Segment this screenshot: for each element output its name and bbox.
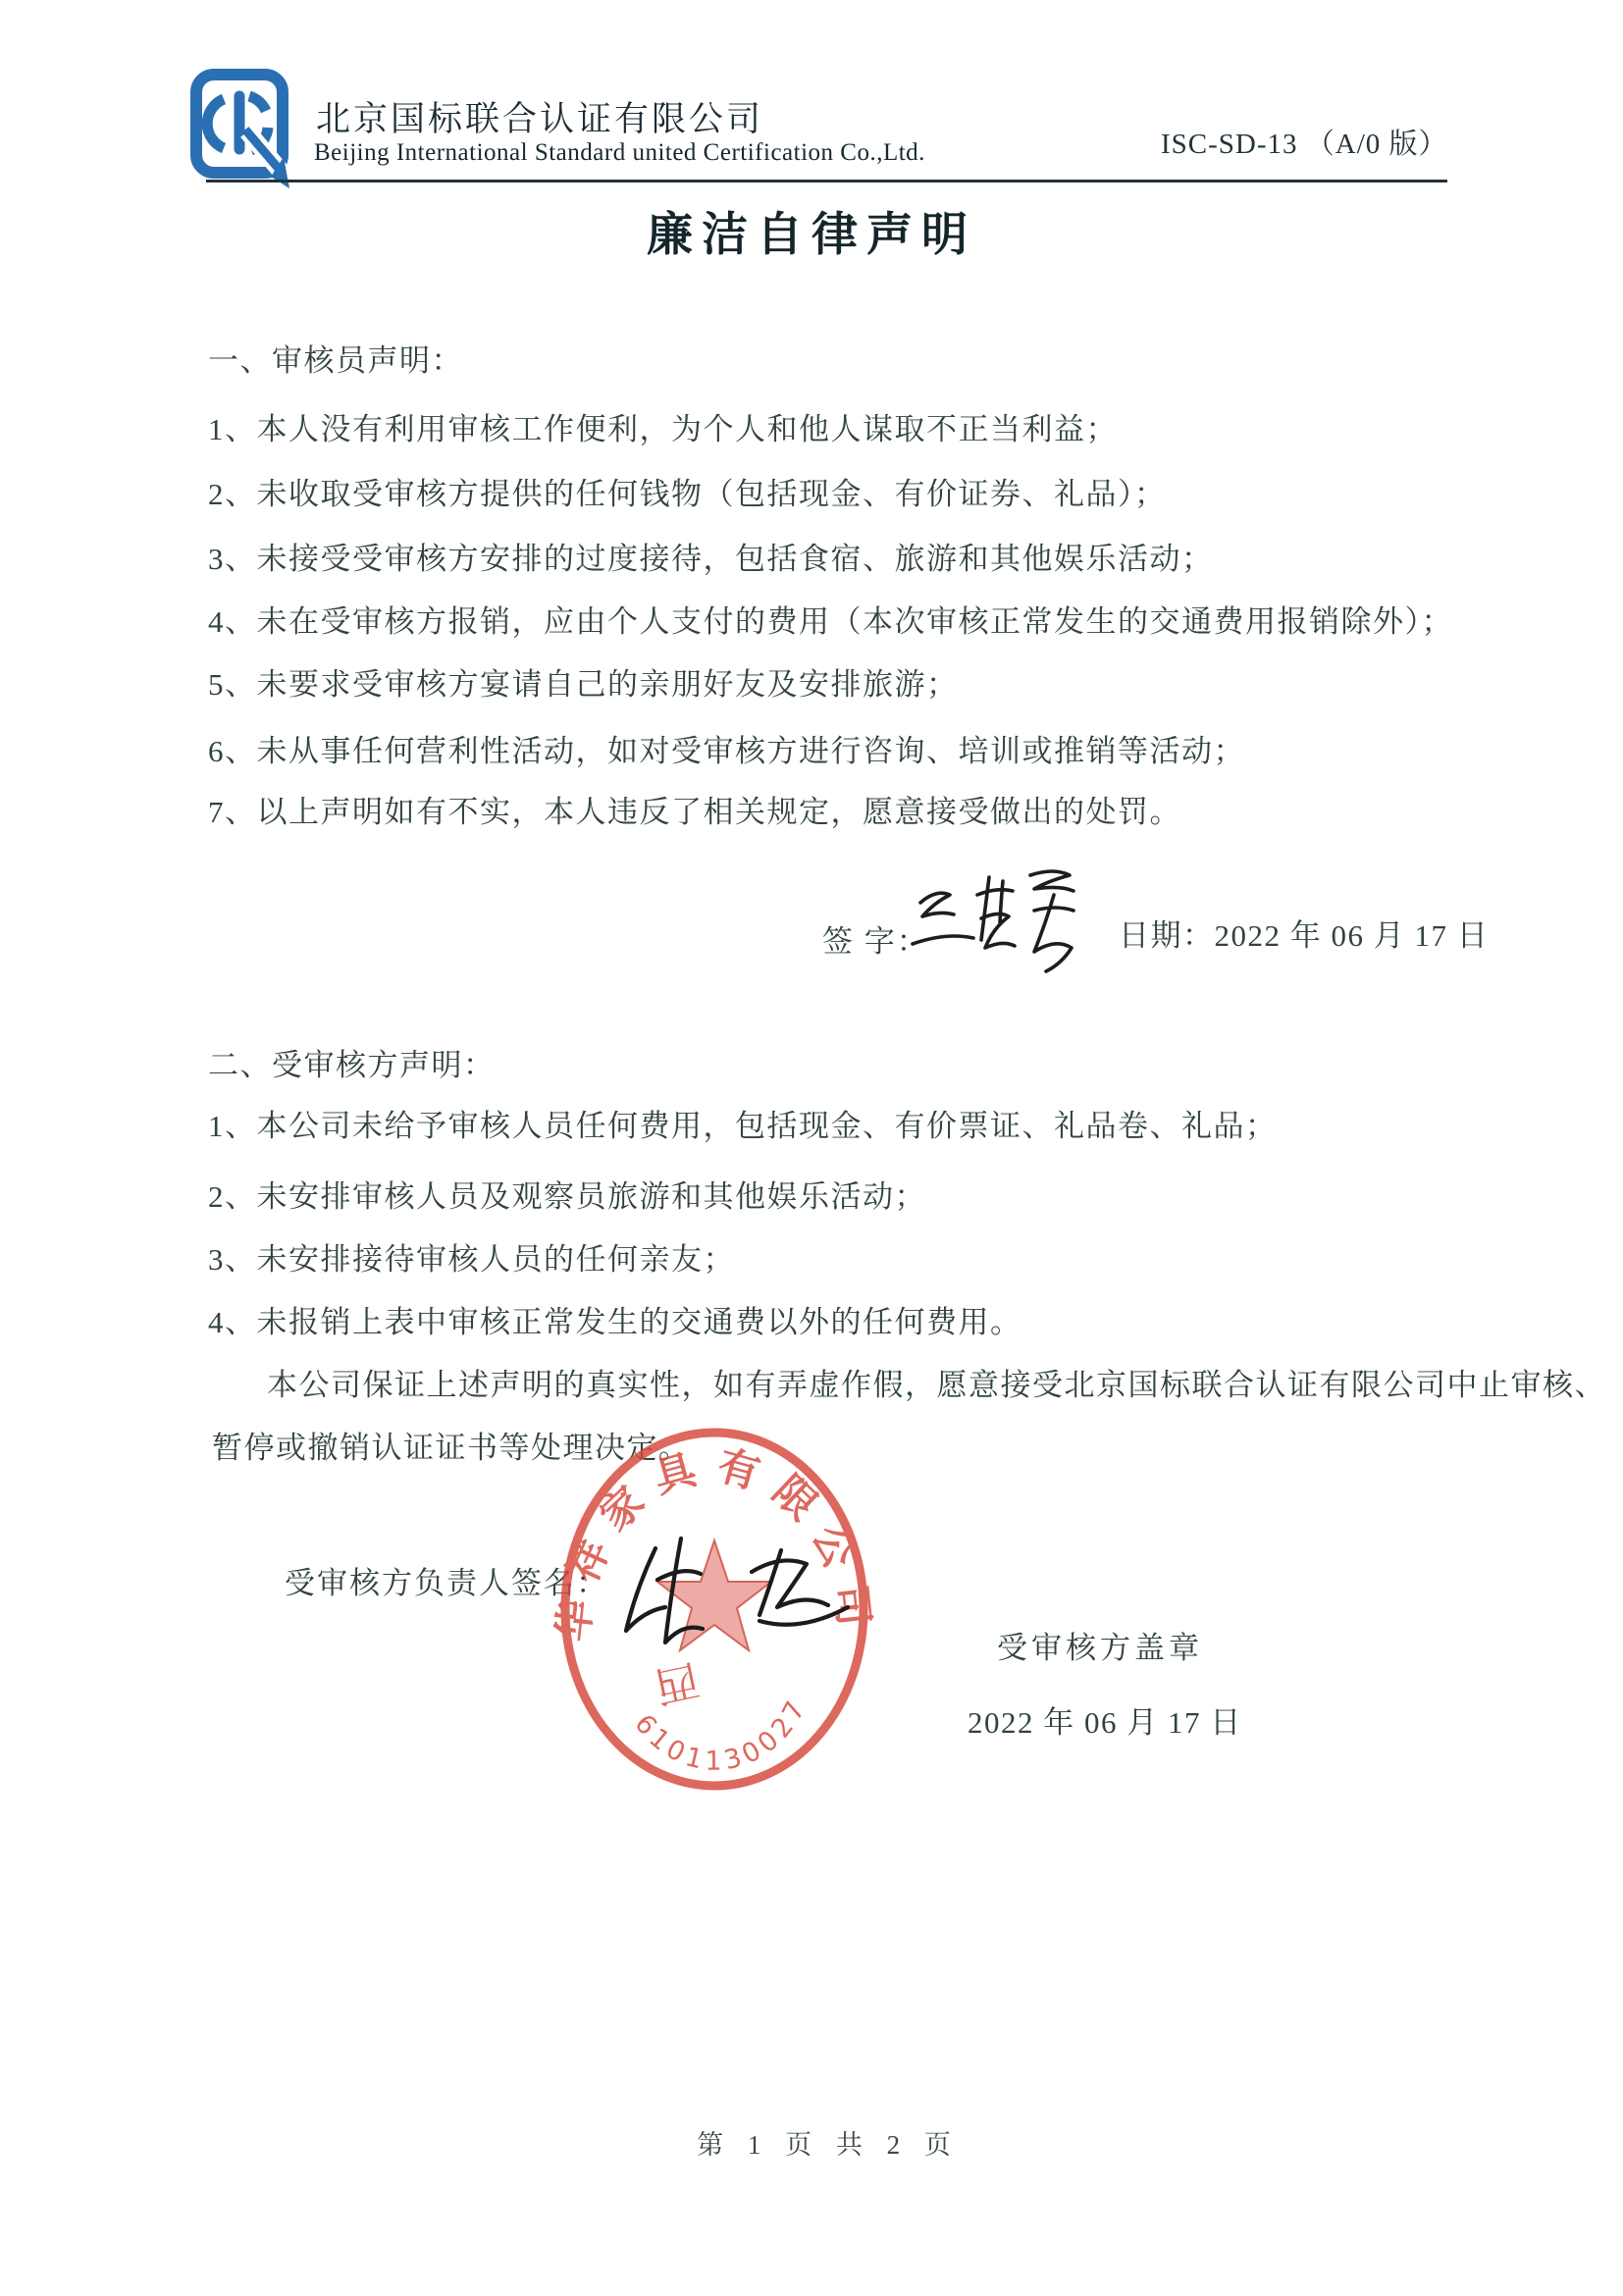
declaration-item: 3、未接受受审核方安排的过度接待，包括食宿、旅游和其他娱乐活动； [208, 542, 1214, 576]
auditee-stamp-label: 受审核方盖章 [997, 1631, 1203, 1665]
pledge-paragraph-line1: 本公司保证上述声明的真实性，如有弄虚作假，愿意接受北京国标联合认证有限公司中止审核、 [267, 1368, 1606, 1402]
auditee-date: 2022 年 06 月 17 日 [968, 1705, 1242, 1740]
company-name-en: Beijing International Standard united Certification Co.,Ltd. [314, 139, 925, 166]
auditor-date: 日期：2022 年 06 月 17 日 [1119, 918, 1490, 953]
declaration-item: 7、以上声明如有不实，本人违反了相关规定，愿意接受做出的处罚。 [208, 795, 1181, 829]
document-title: 廉洁自律声明 [647, 208, 976, 260]
section1-heading: 一、审核员声明： [208, 343, 463, 378]
declaration-item: 1、本公司未给予审核人员任何费用，包括现金、有价票证、礼品卷、礼品； [208, 1109, 1278, 1143]
bisc-logo-icon [188, 67, 304, 192]
page-number: 第 1 页 共 2 页 [697, 2130, 960, 2160]
auditee-sign-label: 受审核方负责人签名： [285, 1566, 608, 1600]
seal-serial-number: 6101130027 [628, 1692, 814, 1777]
company-name-cn: 北京国标联合认证有限公司 [316, 100, 764, 138]
declaration-item: 3、未安排接待审核人员的任何亲友； [208, 1242, 735, 1277]
declaration-item: 4、未在受审核方报销，应由个人支付的费用（本次审核正常发生的交通费用报销除外）； [208, 604, 1453, 639]
company-logo [188, 67, 304, 192]
declaration-item: 4、未报销上表中审核正常发生的交通费以外的任何费用。 [208, 1305, 1022, 1339]
section2-heading: 二、受审核方声明： [208, 1048, 496, 1082]
auditor-signature-handwriting [905, 861, 1101, 977]
seal-bottom-character: 西 [651, 1654, 704, 1711]
declaration-item: 6、未从事任何营利性活动，如对受审核方进行咨询、培训或推销等活动； [208, 734, 1245, 768]
auditor-sign-label: 签 字： [822, 924, 929, 959]
pledge-paragraph-line2: 暂停或撤销认证证书等处理决定。 [212, 1431, 691, 1465]
document-code: ISC-SD-13 （A/0 版） [1161, 129, 1448, 160]
auditee-signature-handwriting [612, 1511, 907, 1688]
declaration-item: 5、未要求受审核方宴请自己的亲朋好友及安排旅游； [208, 667, 959, 702]
seal-company-arc-text: 华祥家具有限公司 [551, 1443, 877, 1644]
declaration-item: 2、未安排审核人员及观察员旅游和其他娱乐活动； [208, 1179, 926, 1214]
header-divider [206, 180, 1447, 183]
declaration-item: 1、本人没有利用审核工作便利，为个人和他人谋取不正当利益； [208, 412, 1118, 446]
declaration-item: 2、未收取受审核方提供的任何钱物（包括现金、有价证券、礼品）； [208, 477, 1167, 511]
